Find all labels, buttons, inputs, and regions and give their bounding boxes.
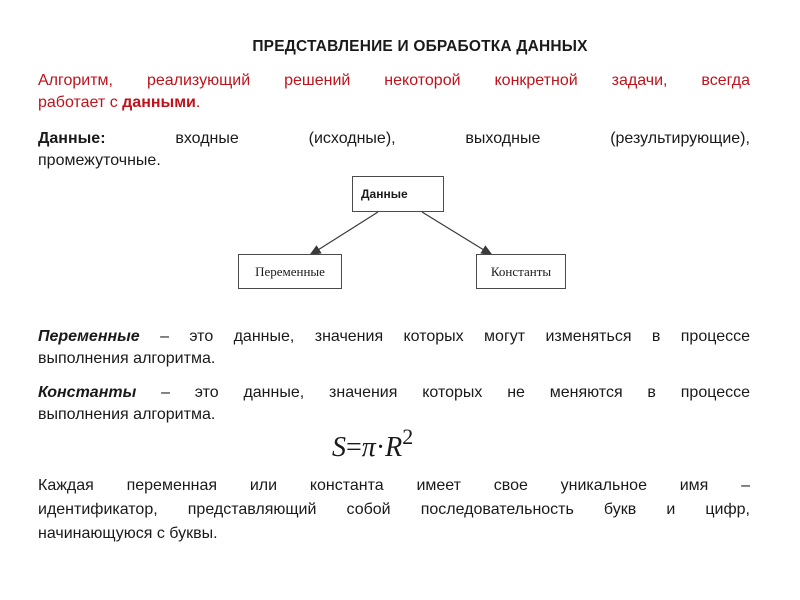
intro-text: Алгоритм, реализующий решений некоторой конкретной задачи, всегда [38, 72, 750, 89]
data-types-label: Данные: [38, 130, 106, 147]
constants-definition: – это данные, значения которых не меняются в процессе [136, 384, 750, 401]
data-diagram [230, 172, 575, 297]
data-type-output: выходные [465, 130, 541, 147]
formula-exp: 2 [402, 424, 414, 449]
intro-paragraph-line1 [38, 70, 750, 92]
variables-term: Переменные [38, 328, 140, 345]
intro-text-2: работает с [38, 94, 123, 111]
variables-definition: – это данные, значения которых могут изменяться в процессе [139, 328, 750, 345]
variables-line2: выполнения алгоритма. [38, 350, 216, 367]
arrow-to-constants [422, 212, 492, 255]
formula-lhs: S [332, 432, 346, 463]
constants-term: Константы [38, 384, 137, 401]
formula-r: R [385, 432, 403, 463]
data-types-line2: промежуточные. [38, 152, 161, 169]
diagram-root-label: Данные [361, 187, 408, 201]
data-type-input: входные [175, 130, 239, 147]
data-types-line1 [38, 128, 750, 150]
data-type-source: (исходные), [308, 130, 396, 147]
formula-pi: π [361, 432, 376, 463]
formula-dot: · [375, 432, 386, 463]
diagram-constants-label: Константы [490, 263, 552, 279]
diagram-variables-box [238, 254, 342, 289]
identifier-line3: начинающуюся с буквы. [38, 525, 218, 542]
variables-line1 [38, 326, 750, 348]
constants-line2: выполнения алгоритма. [38, 406, 216, 423]
slide-title: ПРЕДСТАВЛЕНИЕ И ОБРАБОТКА ДАННЫХ [252, 38, 588, 55]
formula-eq: = [346, 432, 362, 463]
circle-area-formula [332, 424, 413, 464]
arrow-to-variables [310, 212, 378, 255]
constants-line1 [38, 382, 750, 404]
identifier-line2: идентификатор, представляющий собой последовательность букв и цифр, [38, 501, 750, 518]
intro-emphasis: данными [122, 94, 196, 111]
intro-paragraph-line2 [38, 92, 750, 114]
data-type-result: (результирующие), [610, 130, 750, 147]
intro-end: . [195, 94, 201, 111]
diagram-root-box [352, 176, 444, 212]
diagram-variables-label: Переменные [255, 263, 325, 279]
diagram-constants-box [476, 254, 566, 289]
identifier-line1: Каждая переменная или константа имеет свое уникальное имя – [38, 477, 750, 494]
